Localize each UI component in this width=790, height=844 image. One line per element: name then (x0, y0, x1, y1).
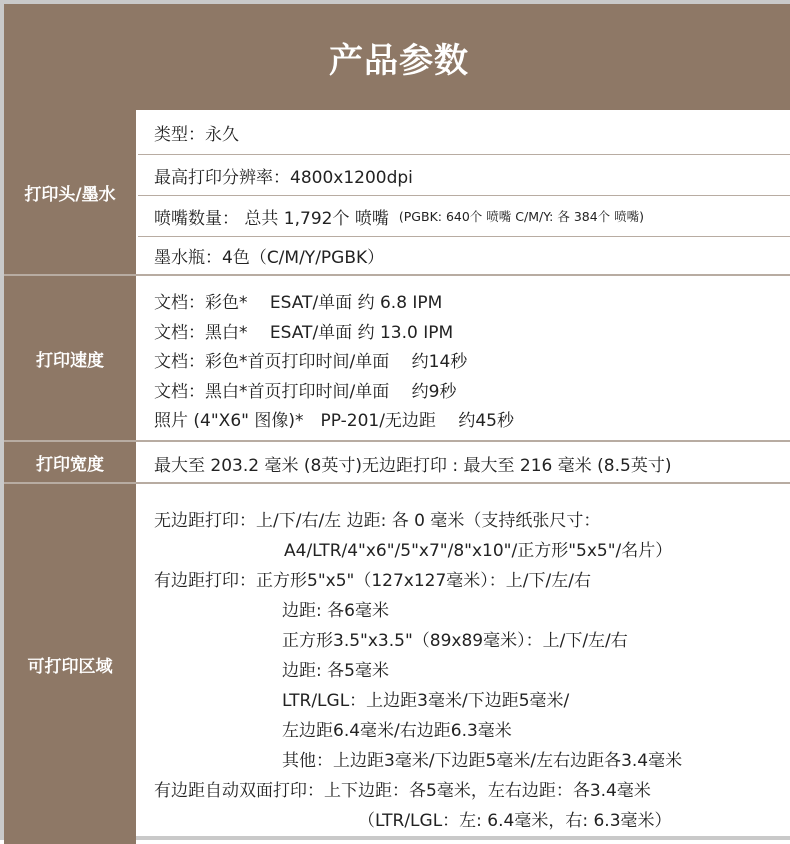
spec-line: 文档：彩色*首页打印时间/单面 约14秒 (154, 352, 468, 372)
spec-note: (PGBK: 640个 喷嘴 C/M/Y: 各 384个 喷嘴) (398, 209, 645, 224)
section-label: 打印头/墨水 (4, 110, 136, 275)
spec-line: 其他：上边距3毫米/下边距5毫米/左右边距各3.4毫米 (282, 751, 683, 771)
section-label: 可打印区域 (4, 484, 136, 844)
spec-row (138, 155, 790, 196)
spec-line: 无边距打印：上/下/右/左 边距: 各 0 毫米（支持纸张尺寸： (154, 511, 601, 531)
spec-line: （LTR/LGL：左: 6.4毫米，右: 6.3毫米） (358, 811, 672, 831)
spec-text: 墨水瓶：4色（C/M/Y/PGBK） (154, 248, 385, 268)
spec-line: 照片 (4"X6" 图像)* PP-201/无边距 约45秒 (154, 411, 514, 431)
page-title: 产品参数 (4, 4, 790, 110)
spec-line: 文档：彩色* ESAT/单面 约 6.8 IPM (154, 293, 443, 313)
section-rows (138, 484, 790, 844)
spec-line: 边距: 各6毫米 (282, 601, 389, 621)
spec-line: 正方形3.5"x3.5"（89x89毫米）：上/下/左/右 (282, 631, 628, 651)
spec-row (138, 110, 790, 155)
spec-text: 类型：永久 (154, 124, 239, 145)
section-label: 打印宽度 (4, 442, 136, 482)
spec-row (138, 196, 790, 237)
spec-line: LTR/LGL：上边距3毫米/下边距5毫米/ (282, 691, 570, 711)
section-rows (138, 442, 790, 482)
spec-line: 有边距自动双面打印：上下边距：各5毫米，左右边距：各3.4毫米 (154, 781, 651, 801)
section-print-speed (4, 276, 790, 440)
spec-line: 有边距打印：正方形5"x5"（127x127毫米）：上/下/左/右 (154, 571, 591, 591)
section-print-width (4, 442, 790, 482)
spec-line: A4/LTR/4"x6"/5"x7"/8"x10"/正方形"5x5"/名片） (284, 541, 673, 561)
spec-line: 文档：黑白*首页打印时间/单面 约9秒 (154, 382, 457, 402)
spec-line: 左边距6.4毫米/右边距6.3毫米 (282, 721, 512, 741)
spec-text: 喷嘴数量： 总共 1,792个 喷嘴 (154, 208, 389, 229)
section-rows (138, 276, 790, 440)
section-label: 打印速度 (4, 276, 136, 440)
spec-line: 最大至 203.2 毫米 (8英寸)无边距打印 : 最大至 216 毫米 (8.5英寸) (154, 456, 672, 476)
spec-text: 最高打印分辨率：4800x1200dpi (154, 167, 413, 188)
section-rows (138, 110, 790, 275)
spec-line: 文档：黑白* ESAT/单面 约 13.0 IPM (154, 323, 454, 343)
section-printhead-ink (4, 110, 790, 275)
section-printable-area (4, 484, 790, 844)
spec-line: 边距: 各5毫米 (282, 661, 389, 681)
spec-row (138, 237, 790, 274)
